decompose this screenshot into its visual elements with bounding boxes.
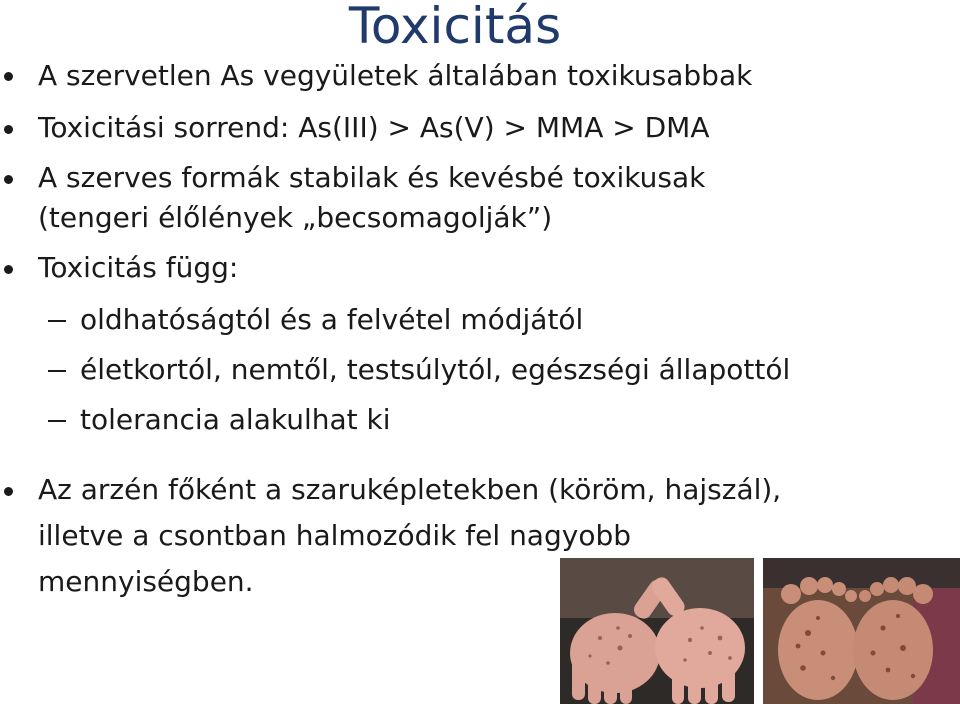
bullet-dot [4, 72, 13, 81]
bullet-dot [4, 175, 13, 184]
bullet-item-continued: mennyiségben. [38, 565, 254, 598]
feet-photo [763, 558, 960, 704]
slide-title: Toxicitás [348, 0, 562, 55]
dash-marker [48, 320, 66, 322]
dash-marker [48, 370, 66, 372]
sub-bullet-item: oldhatóságtól és a felvétel módjától [80, 303, 584, 336]
hands-photo [560, 558, 754, 704]
bullet-item: A szerves formák stabilak és kevésbé toxikusak [38, 161, 706, 194]
dash-marker [48, 420, 66, 422]
bullet-item-continued: illetve a csontban halmozódik fel nagyobb [38, 519, 631, 552]
bullet-item: Toxicitás függ: [38, 251, 239, 284]
bullet-dot [4, 265, 13, 274]
bullet-dot [4, 125, 13, 134]
bullet-item: Toxicitási sorrend: As(III) > As(V) > MMA > DMA [38, 111, 710, 144]
bullet-dot [4, 487, 13, 496]
sub-bullet-item: életkortól, nemtől, testsúlytól, egészségi állapottól [80, 353, 791, 386]
sub-bullet-item: tolerancia alakulhat ki [80, 403, 391, 436]
bullet-item: A szervetlen As vegyületek általában toxikusabbak [38, 59, 753, 92]
bullet-item: Az arzén főként a szaruképletekben (köröm, hajszál), [38, 473, 782, 506]
bullet-item-continued: (tengeri élőlények „becsomagolják”) [38, 201, 553, 234]
